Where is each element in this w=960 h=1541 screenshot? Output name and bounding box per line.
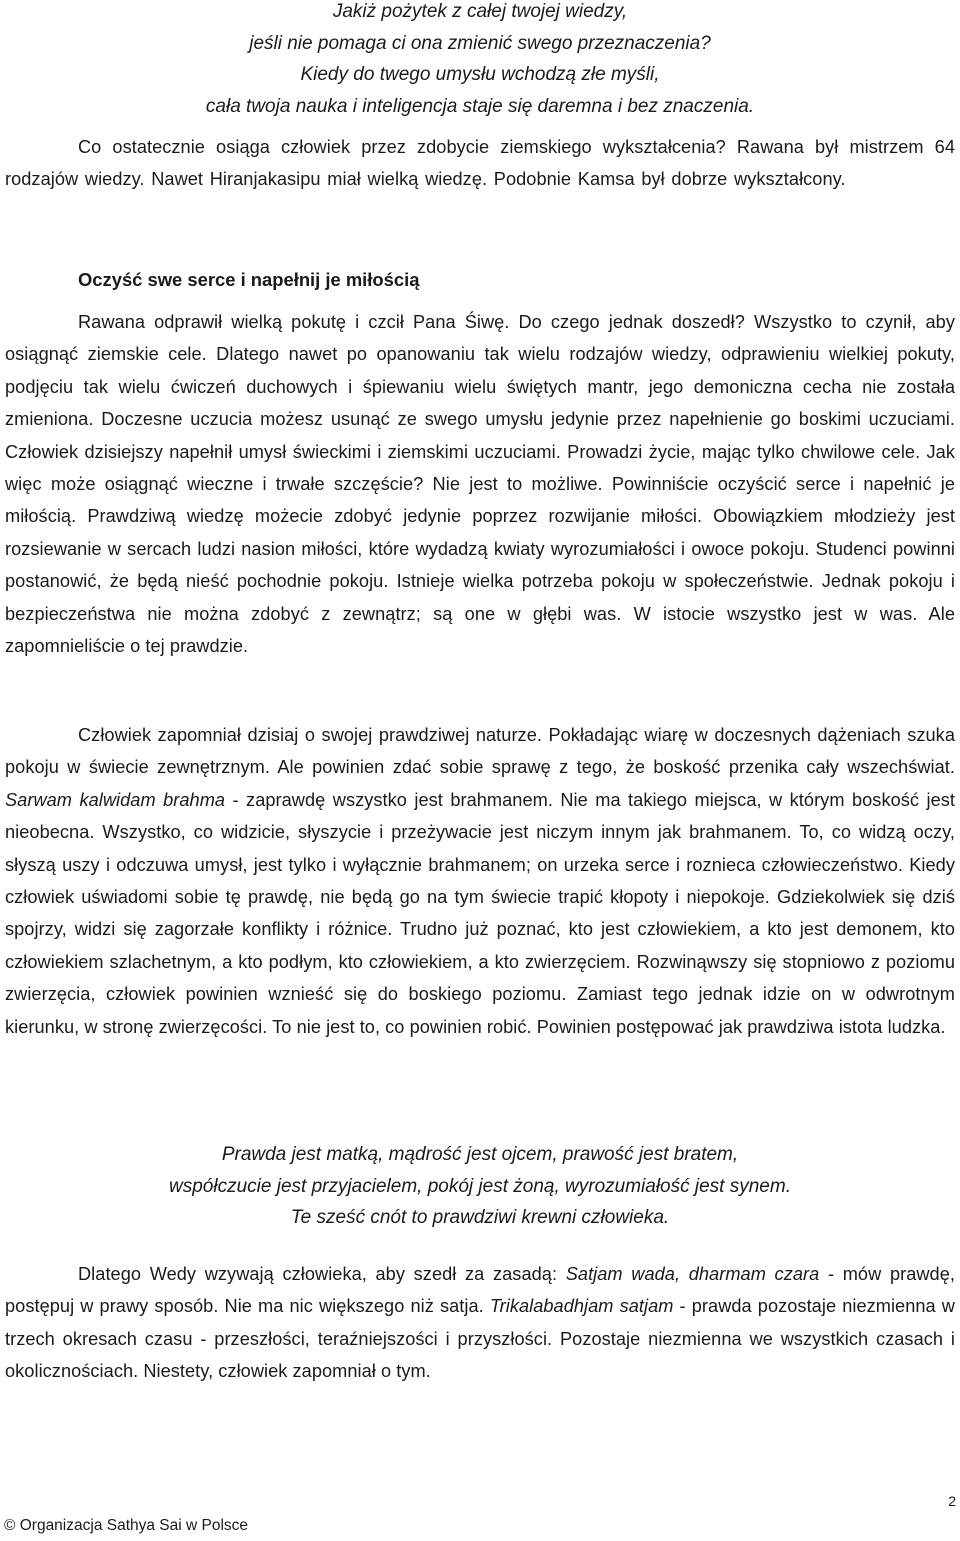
poem-line: Te sześć cnót to prawdziwi krewni człowieka. <box>290 1207 670 1228</box>
poem-line: Prawda jest matką, mądrość jest ojcem, prawość jest bratem, <box>221 1144 739 1165</box>
virtues-poem <box>0 1139 960 1234</box>
paragraph-vedas <box>5 1258 955 1388</box>
sanskrit-phrase: Satjam wada, dharmam czara <box>565 1264 820 1284</box>
paragraph-text: - zaprawdę wszystko jest brahmanem. Nie ma takiego miejsca, w którym boskość jest nieobecna. Wszystko, co widzicie, słyszycie i przeżywacie jest niczym innym jak brahmanem. To, co widzą oczy, słyszą uszy i odczuwa umysł, jest tylko i wyłącznie brahmanem; on urzeka serce i roznieca człowieczeństwo. Kiedy człowiek uświadomi sobie tę prawdę, nie będą go na tym świecie trapić kłopoty i niepokoje. Gdziekolwiek się dziś spojrzy, widzi się zagorzałe konflikty i różnice. Trudno już poznać, kto jest człowiekiem, a kto jest demonem, kto człowiekiem szlachetnym, a kto podłym, kto człowiekiem, a kto zwierzęciem. Rozwinąwszy się stopniowo z poziomu zwierzęcia, człowiek powinien wznieść się do boskiego poziomu. Zamiast tego jednak idzie on w odwrotnym kierunku, w stronę zwierzęcości. To nie jest to, co powinien robić. Powinien postępować jak prawdziwa istota ludzka. <box>5 789 955 1037</box>
paragraph-text: Dlatego Wedy wzywają człowieka, aby szedł za zasadą: <box>78 1264 566 1284</box>
poem-line: jeśli nie pomaga ci ona zmienić swego przeznaczenia? <box>249 32 711 54</box>
paragraph-text: Człowiek zapomniał dzisiaj o swojej prawdziwej naturze. Pokładając wiarę w doczesnych dążeniach szuka pokoju w świecie zewnętrznym. Ale powinien zdać sobie sprawę z tego, że boskość przenika cały wszechświat. <box>5 725 955 778</box>
poem-line: Kiedy do twego umysłu wchodzą złe myśli, <box>300 64 660 85</box>
sanskrit-phrase: Trikalabadhjam satjam <box>489 1296 674 1317</box>
paragraph-text: - prawda pozostaje niezmienna w trzech okresach czasu - przeszłości, teraźniejszości i przyszłości. Pozostaje niezmienna we wszystkich czasach i okolicznościach. Niestety, człowiek zapomniał o tym. <box>5 1296 955 1382</box>
sanskrit-phrase: Sarwam kalwidam brahma <box>5 789 226 810</box>
poem-line: cała twoja nauka i inteligencja staje się daremna i bez znaczenia. <box>205 95 755 117</box>
page-number: 2 <box>948 1493 956 1509</box>
opening-poem <box>0 0 960 122</box>
poem-line: Jakiż pożytek z całej twojej wiedzy, <box>332 1 628 22</box>
paragraph-rawana: Rawana odprawił wielką pokutę i czcił Pana Śiwę. Do czego jednak doszedł? Wszystko to czynił, aby osiągnąć ziemskie cele. Dlatego nawet po opanowaniu tak wielu rodzajów wiedzy, odprawieniu wielkiej pokuty, podjęciu tak wielu ćwiczeń duchowych i śpiewaniu wielu świętych mantr, jego demoniczna cecha nie została zmieniona. Doczesne uczucia możesz usunąć ze swego umysłu jedynie przez napełnienie go boskimi uczuciami. Człowiek dzisiejszy napełnił umysł świeckimi i ziemskimi uczuciami. Prowadzi życie, mając tylko chwilowe cele. Jak więc może osiągnąć wieczne i trwałe szczęście? Nie jest to możliwe. Powinniście oczyścić serce i napełnić je miłością. Prawdziwą wiedzę możecie zdobyć jedynie poprzez rozwijanie miłości. Obowiązkiem młodzieży jest rozsiewanie w sercach ludzi nasion miłości, które wydadzą kwiaty wyrozumiałości i owoce pokoju. Studenci powinni postanowić, że będą nieść pochodnie pokoju. Istnieje wielka potrzeba pokoju w społeczeństwie. Jednak pokoju i bezpieczeństwa nie można zdobyć z zewnątrz; są one w głębi was. W istocie wszystko jest w was. Ale zapomnieliście o tej prawdzie. <box>5 312 955 657</box>
paragraph-text: - mów prawdę, postępuj w prawy sposób. Nie ma nic większego niż satja. <box>5 1264 955 1317</box>
paragraph-brahman <box>5 719 955 1043</box>
paragraph-intro: Co ostatecznie osiąga człowiek przez zdobycie ziemskiego wykształcenia? Rawana był mistrzem 64 rodzajów wiedzy. Nawet Hiranjakasipu miał wielką wiedzę. Podobnie Kamsa był dobrze wykształcony. <box>5 137 955 190</box>
poem-line: współczucie jest przyjacielem, pokój jest żoną, wyrozumiałość jest synem. <box>169 1175 791 1197</box>
section-heading: Oczyść swe serce i napełnij je miłością <box>78 269 420 290</box>
copyright-footer: © Organizacja Sathya Sai w Polsce <box>4 1517 249 1534</box>
